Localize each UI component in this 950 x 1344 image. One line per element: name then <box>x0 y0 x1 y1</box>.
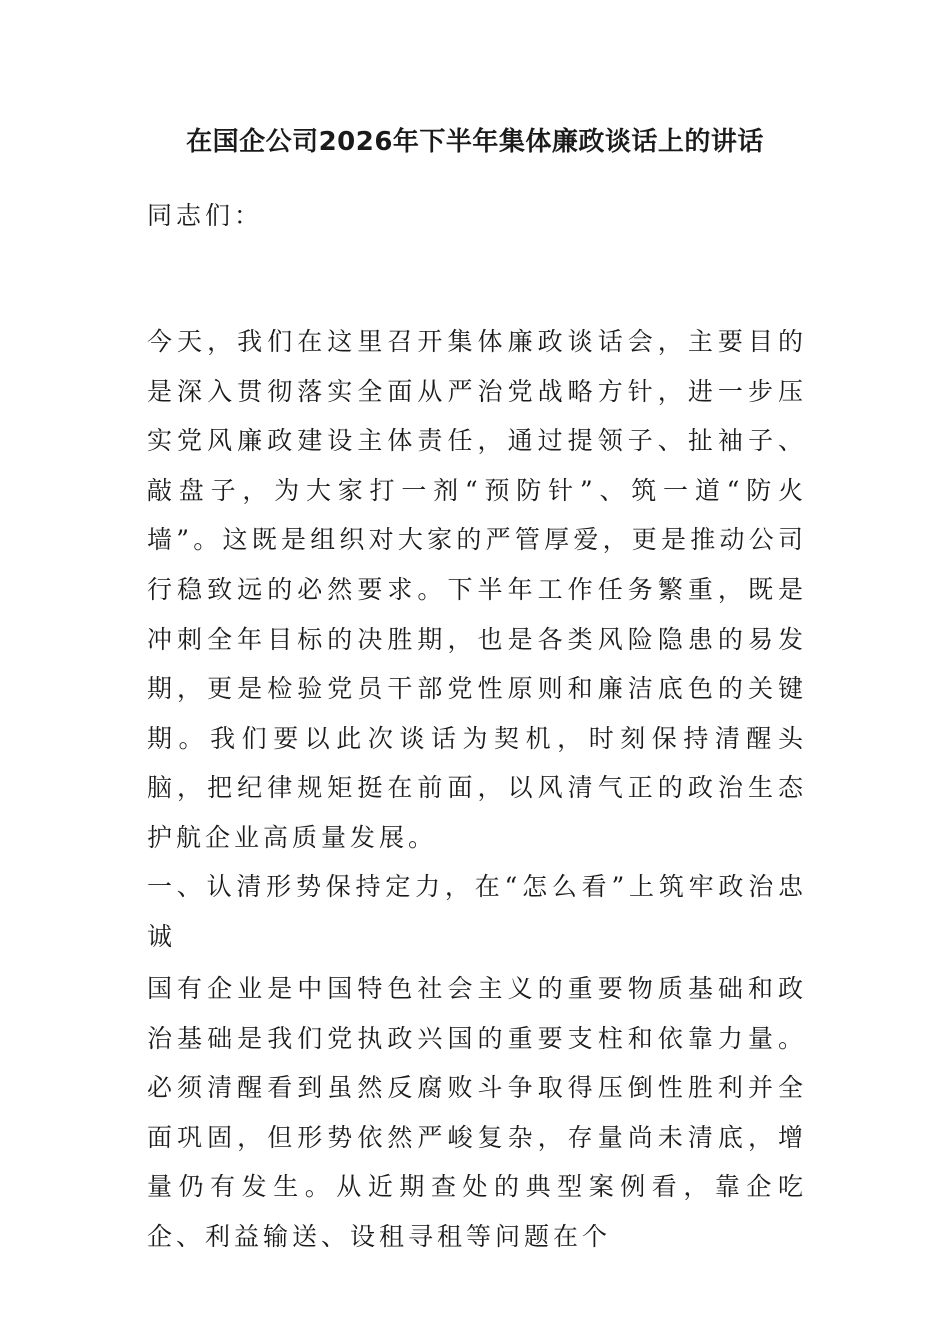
section-heading-1: 一、认清形势保持定力，在“怎么看”上筑牢政治忠诚 <box>147 872 807 951</box>
section-1-paragraph: 国有企业是中国特色社会主义的重要物质基础和政治基础是我们党执政兴国的重要支柱和依靠力量。必须清醒看到虽然反腐败斗争取得压倒性胜利并全面巩固，但形势依然严峻复杂，存量尚未清底，增量仍有发生。从近期查处的典型案例看，靠企吃企、利益输送、设租寻租等问题在个 <box>147 974 807 1251</box>
document-title: 在国企公司2026年下半年集体廉政谈话上的讲话 <box>186 127 764 157</box>
intro-paragraph: 今天，我们在这里召开集体廉政谈话会，主要目的是深入贯彻落实全面从严治党战略方针，进一步压实党风廉政建设主体责任，通过提领子、扯袖子、敲盘子，为大家打一剂“预防针”、筑一道“防火墙”。这既是组织对大家的严管厚爱，更是推动公司行稳致远的必然要求。下半年工作任务繁重，既是冲刺全年目标的决胜期，也是各类风险隐患的易发期，更是检验党员干部党性原则和廉洁底色的关键期。我们要以此次谈话为契机，时刻保持清醒头脑，把纪律规矩挺在前面，以风清气正的政治生态护航企业高质量发展。 <box>147 327 807 852</box>
greeting: 同志们： <box>147 201 264 230</box>
